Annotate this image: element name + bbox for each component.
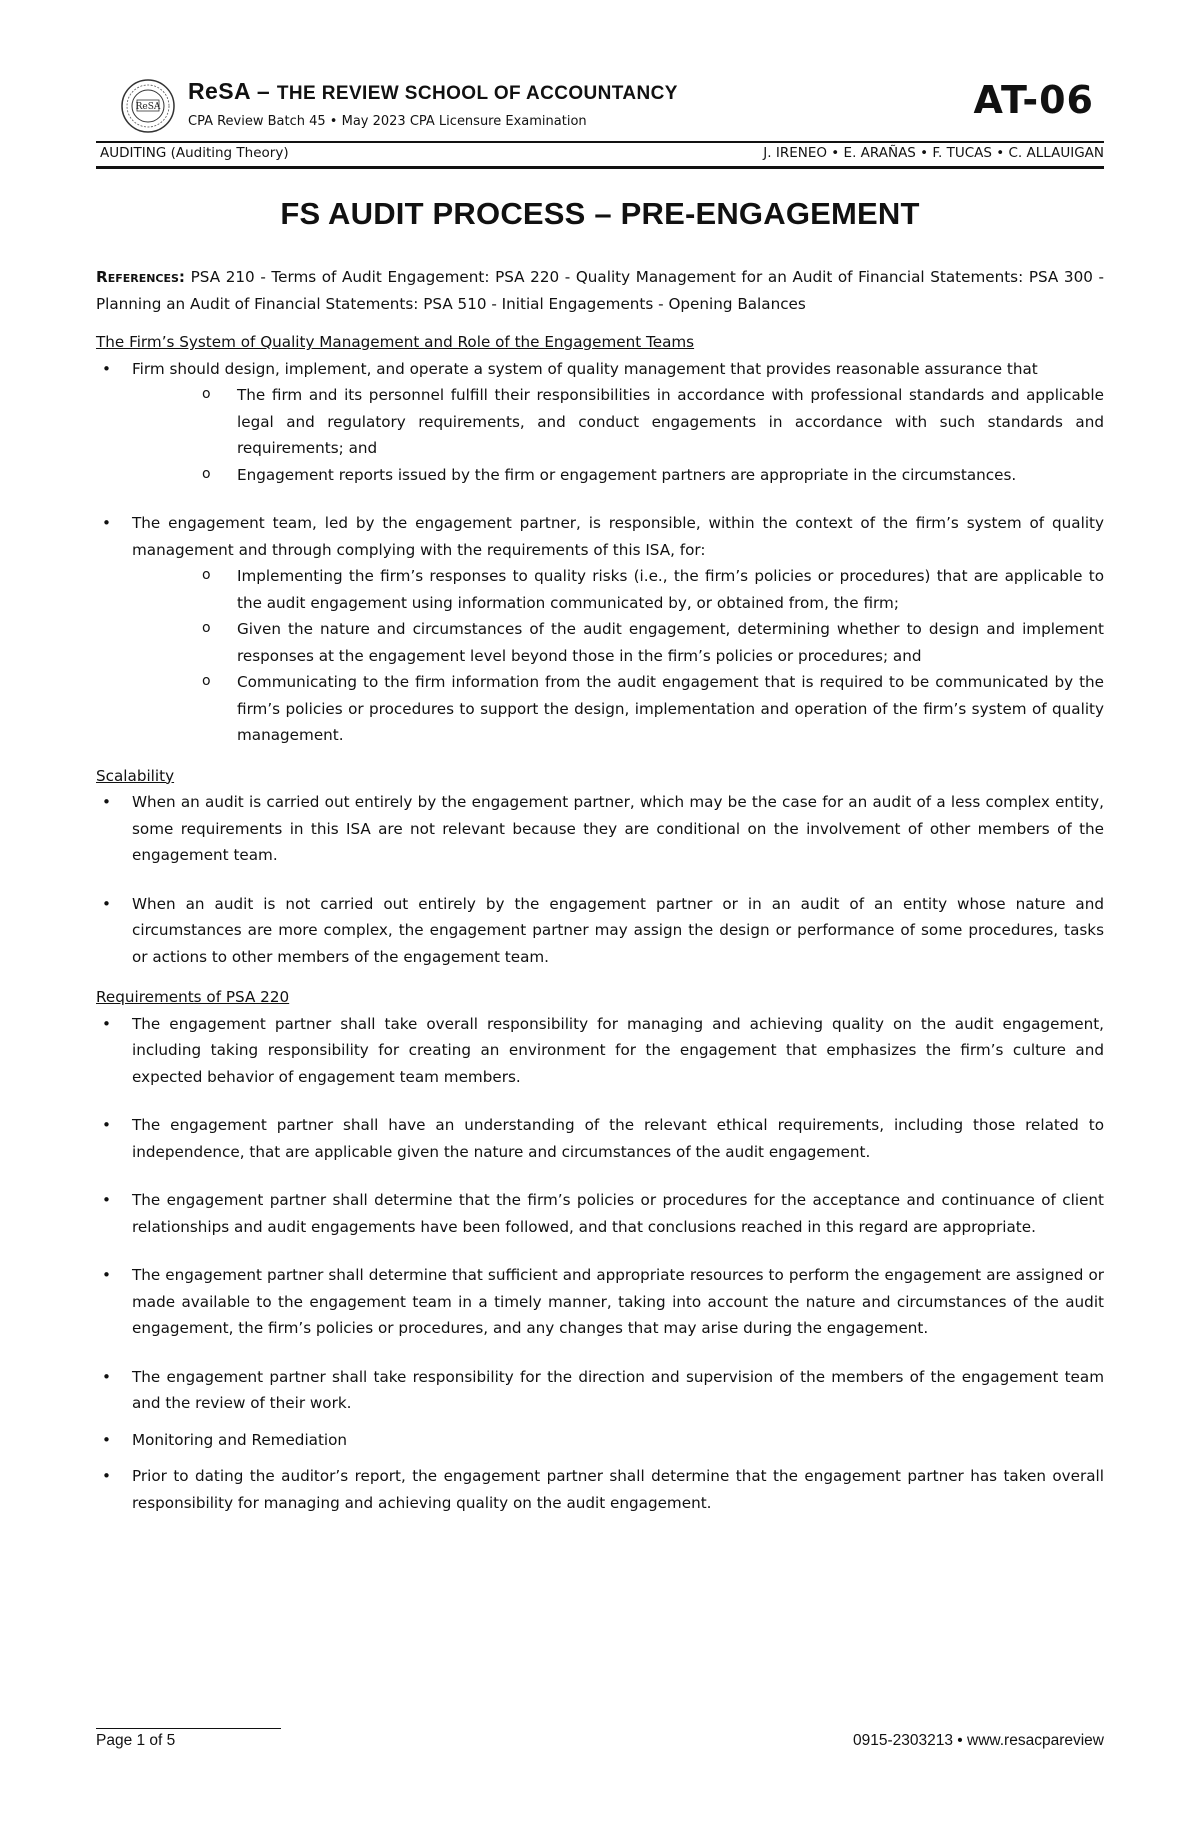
page-title: FS AUDIT PROCESS – PRE-ENGAGEMENT <box>280 196 920 231</box>
brand-prefix: ReSA <box>188 78 251 104</box>
brand-rest: THE REVIEW SCHOOL OF ACCOUNTANCY <box>276 83 678 104</box>
requirements-list <box>96 1011 1104 1517</box>
references-label: References: <box>96 268 186 286</box>
spacer <box>96 1417 1104 1427</box>
list-item: • When an audit is not carried out entirely by the engagement partner or in an audit of an entity whose nature and circumstances are more complex, the engagement partner may assign the design or performance of some procedures, tasks or actions to other members of the engagement team. <box>96 891 1104 971</box>
sub-list-item: o Implementing the firm’s responses to quality risks (i.e., the firm’s policies or procedures) that are applicable to the audit engagement using information communicated by, or obtained from, the firm; <box>202 563 1104 616</box>
seal-text: ReSA <box>135 102 161 112</box>
references-paragraph <box>96 264 1104 317</box>
section-heading-quality: The Firm’s System of Quality Management and Role of the Engagement Teams <box>96 333 695 351</box>
list-item: • Monitoring and Remediation <box>96 1427 1104 1454</box>
document-body <box>96 264 1104 1516</box>
sub-list-item: o Communicating to the firm information from the audit engagement that is required to be communicated by the firm’s policies or procedures to support the design, implementation and operation of the firm’s system of quality management. <box>202 669 1104 749</box>
module-code: AT-06 <box>973 78 1094 122</box>
header-rule-bottom <box>96 166 1104 169</box>
sub-list-item: o Given the nature and circumstances of the audit engagement, determining whether to design and implement responses at the engagement level beyond those in the firm’s policies or procedures; and <box>202 616 1104 669</box>
list-item: • When an audit is carried out entirely by the engagement partner, which may be the case for an audit of a less complex entity, some requirements in this ISA are not relevant because they are conditional on the involvement of other members of the engagement team. <box>96 789 1104 869</box>
header-rule-top <box>96 141 1104 143</box>
page-header <box>96 72 1104 138</box>
page-number: Page 1 of 5 <box>96 1732 176 1749</box>
references-text: PSA 210 - Terms of Audit Engagement: PSA 220 - Quality Management for an Audit of Financial Statements: PSA 300 - Planning an Audit of Financial Statements: PSA 510 - Initial Engagements - Opening Balances <box>96 268 1105 313</box>
school-name <box>188 78 678 105</box>
sub-list <box>132 382 1104 488</box>
spacer <box>96 1165 1104 1187</box>
spacer <box>96 1240 1104 1262</box>
list-item <box>96 510 1104 749</box>
authors-label: J. IRENEO • E. ARAÑAS • F. TUCAS • C. ALLAUIGAN <box>763 145 1104 161</box>
resa-seal-logo <box>120 78 176 134</box>
spacer <box>96 1453 1104 1463</box>
spacer <box>96 1342 1104 1364</box>
subject-label: AUDITING (Auditing Theory) <box>100 145 289 161</box>
spacer <box>96 869 1104 891</box>
bullet-text: Firm should design, implement, and operate a system of quality management that provides reasonable assurance that <box>132 359 1038 378</box>
spacer <box>96 749 1104 763</box>
footer-rule <box>96 1728 281 1729</box>
list-item: • The engagement partner shall take overall responsibility for managing and achieving quality on the audit engagement, including taking responsibility for creating an environment for the engagement that emphasizes the firm’s culture and expected behavior of engagement team members. <box>96 1011 1104 1091</box>
section-heading-scalability: Scalability <box>96 766 175 785</box>
list-item <box>96 356 1104 489</box>
list-item: • The engagement partner shall take responsibility for the direction and supervision of the members of the engagement team and the review of their work. <box>96 1364 1104 1417</box>
footer-contact: 0915-2303213 • www.resacpareview <box>853 1732 1104 1749</box>
list-item: • The engagement partner shall determine that the firm’s policies or procedures for the acceptance and continuance of client relationships and audit engagements have been followed, and that conclusions reached in this regard are appropriate. <box>96 1187 1104 1240</box>
sub-list-item: o Engagement reports issued by the firm or engagement partners are appropriate in the circumstances. <box>202 462 1104 489</box>
bullet-text: The engagement team, led by the engagement partner, is responsible, within the context of the firm’s system of quality management and through complying with the requirements of this ISA, for: <box>132 514 1104 559</box>
batch-subtitle: CPA Review Batch 45 • May 2023 CPA Licensure Examination <box>188 114 587 129</box>
list-item: • Prior to dating the auditor’s report, the engagement partner shall determine that the engagement partner has taken overall responsibility for managing and achieving quality on the audit engagement. <box>96 1463 1104 1516</box>
list-item: • The engagement partner shall have an understanding of the relevant ethical requirements, including those related to independence, that are applicable given the nature and circumstances of the audit engagement. <box>96 1112 1104 1165</box>
sub-list-item: o The firm and its personnel fulfill their responsibilities in accordance with professional standards and applicable legal and regulatory requirements, and conduct engagements in accordance with such standards and requirements; and <box>202 382 1104 462</box>
scalability-list <box>96 789 1104 970</box>
sub-list <box>132 563 1104 749</box>
spacer <box>96 488 1104 510</box>
quality-list <box>96 356 1104 749</box>
section-heading-requirements: Requirements of PSA 220 <box>96 988 290 1006</box>
spacer <box>96 1090 1104 1112</box>
brand-dash: – <box>250 78 277 104</box>
list-item: • The engagement partner shall determine that sufficient and appropriate resources to perform the engagement are assigned or made available to the engagement team in a timely manner, taking into account the nature and circumstances of the audit engagement, the firm’s policies or procedures, and any changes that may arise during the engagement. <box>96 1262 1104 1342</box>
spacer <box>96 970 1104 984</box>
